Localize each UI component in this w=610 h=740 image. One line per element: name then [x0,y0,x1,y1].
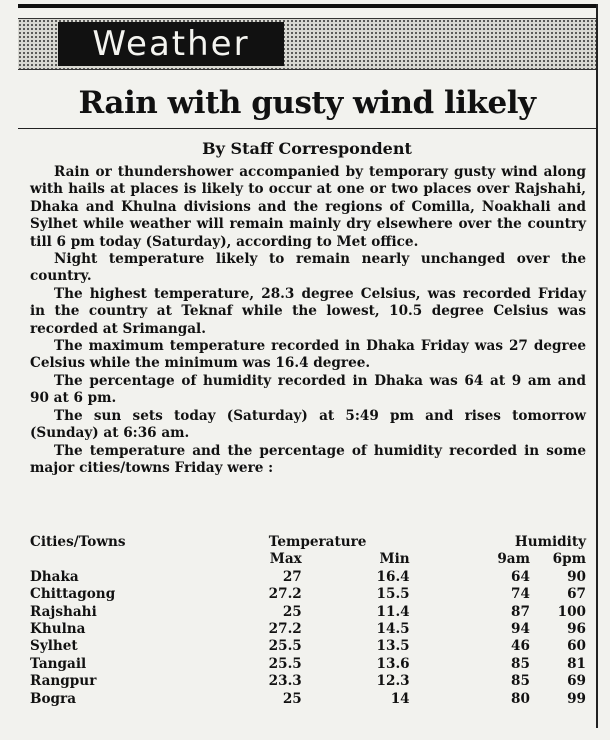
paragraph: The percentage of humidity recorded in Dhaka was 64 at 9 am and 90 at 6 pm. [30,372,586,407]
min-cell: 11.4 [376,603,410,620]
max-cell: 27 [282,568,302,585]
min-cell: 14.5 [376,621,410,638]
max-cell: 27.2 [268,621,302,638]
min-header: Min [379,551,410,568]
min-cell: 13.6 [376,655,410,672]
section-banner [18,18,596,70]
byline: By Staff Correspondent [202,139,412,158]
paragraph: Rain or thundershower accompanied by temporary gusty wind along with hails at places is likely to occur at one or two places over Rajshahi, Dhaka and Khulna divisions and the regions of Comilla, Noakhali and Sylhet while weather will remain mainly dry elsewhere over the country till 6 pm today (Saturday), according to Met office. [30,164,586,250]
weather-table [30,534,586,708]
city-cell: Dhaka [30,568,79,585]
paragraph: The sun sets today (Saturday) at 5:49 pm and rises tomorrow (Sunday) at 6:36 am. [30,407,586,442]
table-row [30,586,586,603]
humidity-6pm-cell: 60 [567,638,586,655]
humidity-9am-cell: 87 [511,603,530,620]
section-title: Weather [58,22,284,66]
humidity-9am-cell: 94 [511,621,530,638]
headline: Rain with gusty wind likely [18,78,596,129]
city-cell: Chittagong [30,586,116,603]
table-row [30,621,586,638]
humidity-9am-cell: 64 [511,568,530,585]
city-cell: Rangpur [30,673,97,690]
table-subheader-row [30,551,586,568]
city-cell: Rajshahi [30,603,97,620]
city-header: Cities/Towns [30,534,126,550]
humidity-6pm-cell: 96 [567,621,586,638]
humidity-9am-cell: 85 [511,655,530,672]
paragraph: The highest temperature, 28.3 degree Celsius, was recorded Friday in the country at Teknaf while the lowest, 10.5 degree Celsius was recorded at Srimangal. [30,285,586,337]
min-cell: 14 [390,690,410,707]
min-cell: 16.4 [376,568,410,585]
max-cell: 23.3 [268,673,302,690]
max-cell: 27.2 [268,586,302,603]
top-rule [18,4,596,8]
table-row [30,638,586,655]
9am-header: 9am [497,551,530,568]
humidity-6pm-cell: 100 [557,603,586,620]
max-header: Max [269,551,302,568]
min-cell: 15.5 [376,586,410,603]
humidity-header: Humidity [514,534,586,550]
news-clipping [18,4,598,728]
city-cell: Bogra [30,690,77,707]
humidity-9am-cell: 74 [511,586,530,603]
min-cell: 12.3 [376,673,410,690]
city-cell: Khulna [30,621,86,638]
humidity-6pm-cell: 81 [567,655,586,672]
humidity-9am-cell: 85 [511,673,530,690]
city-cell: Tangail [30,655,87,672]
table-row [30,604,586,621]
table-header-row [30,534,586,551]
max-cell: 25 [282,690,302,707]
humidity-6pm-cell: 69 [567,673,586,690]
max-cell: 25.5 [268,638,302,655]
6pm-header: 6pm [552,551,586,568]
table-row [30,691,586,708]
article-body [30,164,586,477]
humidity-6pm-cell: 67 [567,586,586,603]
humidity-9am-cell: 46 [511,638,530,655]
table-row [30,569,586,586]
humidity-9am-cell: 80 [511,690,530,707]
paragraph: The maximum temperature recorded in Dhaka Friday was 27 degree Celsius while the minimum was 16.4 degree. [30,338,586,372]
max-cell: 25 [282,603,302,620]
paragraph: Night temperature likely to remain nearly unchanged over the country. [30,251,586,285]
city-cell: Sylhet [30,638,78,655]
paragraph: The temperature and the percentage of humidity recorded in some major cities/towns Friday were : [30,442,586,476]
humidity-6pm-cell: 90 [567,568,586,585]
humidity-6pm-cell: 99 [567,690,586,707]
min-cell: 13.5 [376,638,410,655]
table-row [30,656,586,673]
table-row [30,673,586,690]
max-cell: 25.5 [268,655,302,672]
temperature-header: Temperature [268,534,367,550]
